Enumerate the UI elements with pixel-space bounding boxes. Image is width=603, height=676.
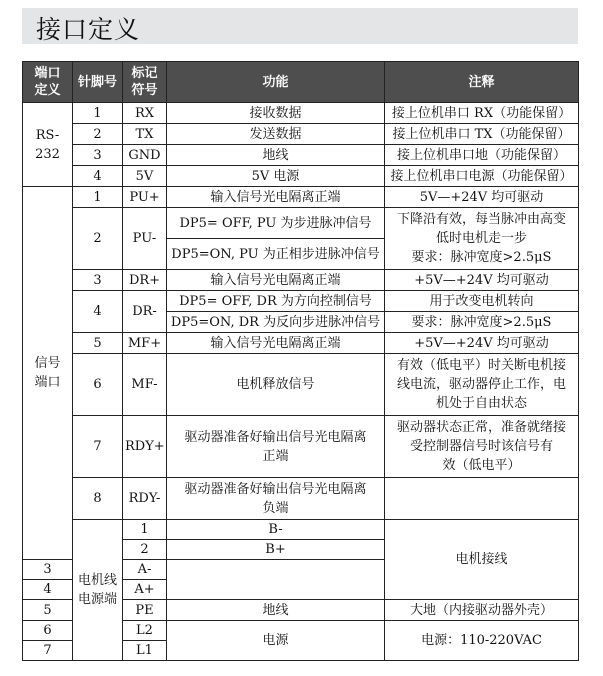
note-cell: 大地（内接驱动器外壳） (385, 600, 579, 621)
table-row (23, 103, 579, 124)
mark-cell: DR+ (123, 270, 167, 291)
header-mark: 标记 符号 (123, 62, 167, 103)
table-row (23, 416, 579, 478)
function-cell: 电机释放信号 (167, 354, 385, 416)
pin-cell: 5 (73, 333, 123, 354)
note-cell: 要求：脉冲宽度>2.5μS (385, 312, 579, 333)
note-cell: 接上位机串口 RX（功能保留） (385, 103, 579, 124)
pin-cell: 7 (73, 416, 123, 478)
table-row (23, 478, 579, 520)
mark-cell: A- (123, 560, 167, 580)
pin-cell: 3 (73, 270, 123, 291)
mark-cell: B+ (167, 540, 385, 560)
port-signal: 信号 端口 (23, 187, 73, 560)
function-cell: 地线 (167, 145, 385, 166)
pin-cell: 1 (73, 187, 123, 208)
function-cell: 电机接线 (385, 520, 579, 600)
mark-cell: RDY+ (123, 416, 167, 478)
note-cell: 接上位机串口地（功能保留） (385, 145, 579, 166)
function-cell: DP5= OFF, DR 为方向控制信号 (167, 291, 385, 312)
note-cell: 接上位机串口电源（功能保留） (385, 166, 579, 187)
note-cell: 接上位机串口 TX（功能保留） (385, 124, 579, 145)
function-cell: 发送数据 (167, 124, 385, 145)
pin-cell: 4 (23, 580, 73, 600)
mark-cell: A+ (123, 580, 167, 600)
pin-cell: 1 (123, 520, 167, 540)
table-row (23, 520, 579, 540)
mark-cell: RX (123, 103, 167, 124)
mark-cell: TX (123, 124, 167, 145)
interface-definition-table (22, 61, 579, 661)
function-cell: 输入信号光电隔离正端 (167, 270, 385, 291)
function-cell: DP5= OFF, PU 为步进脉冲信号 (167, 208, 385, 239)
pin-cell: 2 (73, 124, 123, 145)
function-cell: 输入信号光电隔离正端 (167, 333, 385, 354)
port-motor-power: 电机线 电源端 (73, 520, 123, 661)
pin-cell: 4 (73, 291, 123, 333)
pin-cell: 6 (23, 621, 73, 641)
function-cell: DP5=ON, DR 为反向步进脉冲信号 (167, 312, 385, 333)
table-row (23, 291, 579, 312)
table-row (23, 124, 579, 145)
pin-cell: 2 (73, 208, 123, 270)
mark-cell: 5V (123, 166, 167, 187)
section-title-bar (22, 8, 578, 44)
mark-cell: MF- (123, 354, 167, 416)
mark-cell: PU- (123, 208, 167, 270)
header-port: 端口 定义 (23, 62, 73, 103)
pin-cell: 7 (23, 641, 73, 661)
function-cell: 驱动器准备好输出信号光电隔离 正端 (167, 416, 385, 478)
pin-cell: 4 (73, 166, 123, 187)
table-row (23, 270, 579, 291)
table-row (23, 145, 579, 166)
table-header-row (23, 62, 579, 103)
mark-cell: B- (167, 520, 385, 540)
note-cell: 下降沿有效，每当脉冲由高变 低时电机走一步 要求：脉冲宽度>2.5μS (385, 208, 579, 270)
note-cell: 用于改变电机转向 (385, 291, 579, 312)
note-cell: 驱动器状态正常，准备就绪接 受控制器信号时该信号有 效（低电平） (385, 416, 579, 478)
mark-cell: PU+ (123, 187, 167, 208)
mark-cell: MF+ (123, 333, 167, 354)
function-cell: 接收数据 (167, 103, 385, 124)
header-pin: 针脚号 (73, 62, 123, 103)
note-cell (385, 478, 579, 520)
port-rs232: RS-232 (23, 103, 73, 187)
pin-cell: 3 (23, 560, 73, 580)
mark-cell: GND (123, 145, 167, 166)
pin-cell: 8 (73, 478, 123, 520)
mark-cell: L1 (123, 641, 167, 661)
note-cell: 有效（低电平）时关断电机接 线电流，驱动器停止工作，电 机处于自由状态 (385, 354, 579, 416)
pin-cell: 3 (73, 145, 123, 166)
pin-cell: 5 (23, 600, 73, 621)
function-cell: DP5=ON, PU 为正相步进脉冲信号 (167, 239, 385, 270)
mark-cell: L2 (123, 621, 167, 641)
table-row (23, 333, 579, 354)
function-cell: 5V 电源 (167, 166, 385, 187)
note-cell: 电源：110-220VAC (385, 621, 579, 661)
note-cell: +5V—+24V 均可驱动 (385, 333, 579, 354)
pin-cell: 2 (123, 540, 167, 560)
function-cell: 输入信号光电隔离正端 (167, 187, 385, 208)
pin-cell: 1 (73, 103, 123, 124)
note-cell: +5V—+24V 均可驱动 (385, 270, 579, 291)
function-cell: 地线 (167, 600, 385, 621)
mark-cell: RDY- (123, 478, 167, 520)
table-row (23, 166, 579, 187)
table-row (23, 208, 579, 239)
note-cell: 5V—+24V 均可驱动 (385, 187, 579, 208)
table-row (23, 187, 579, 208)
header-note: 注释 (385, 62, 579, 103)
function-cell: 驱动器准备好输出信号光电隔离 负端 (167, 478, 385, 520)
function-cell: 电源 (167, 621, 385, 661)
pin-cell: 6 (73, 354, 123, 416)
table-row (23, 354, 579, 416)
section-title: 接口定义 (36, 15, 141, 44)
mark-cell: DR- (123, 291, 167, 333)
header-function: 功能 (167, 62, 385, 103)
mark-cell: PE (123, 600, 167, 621)
